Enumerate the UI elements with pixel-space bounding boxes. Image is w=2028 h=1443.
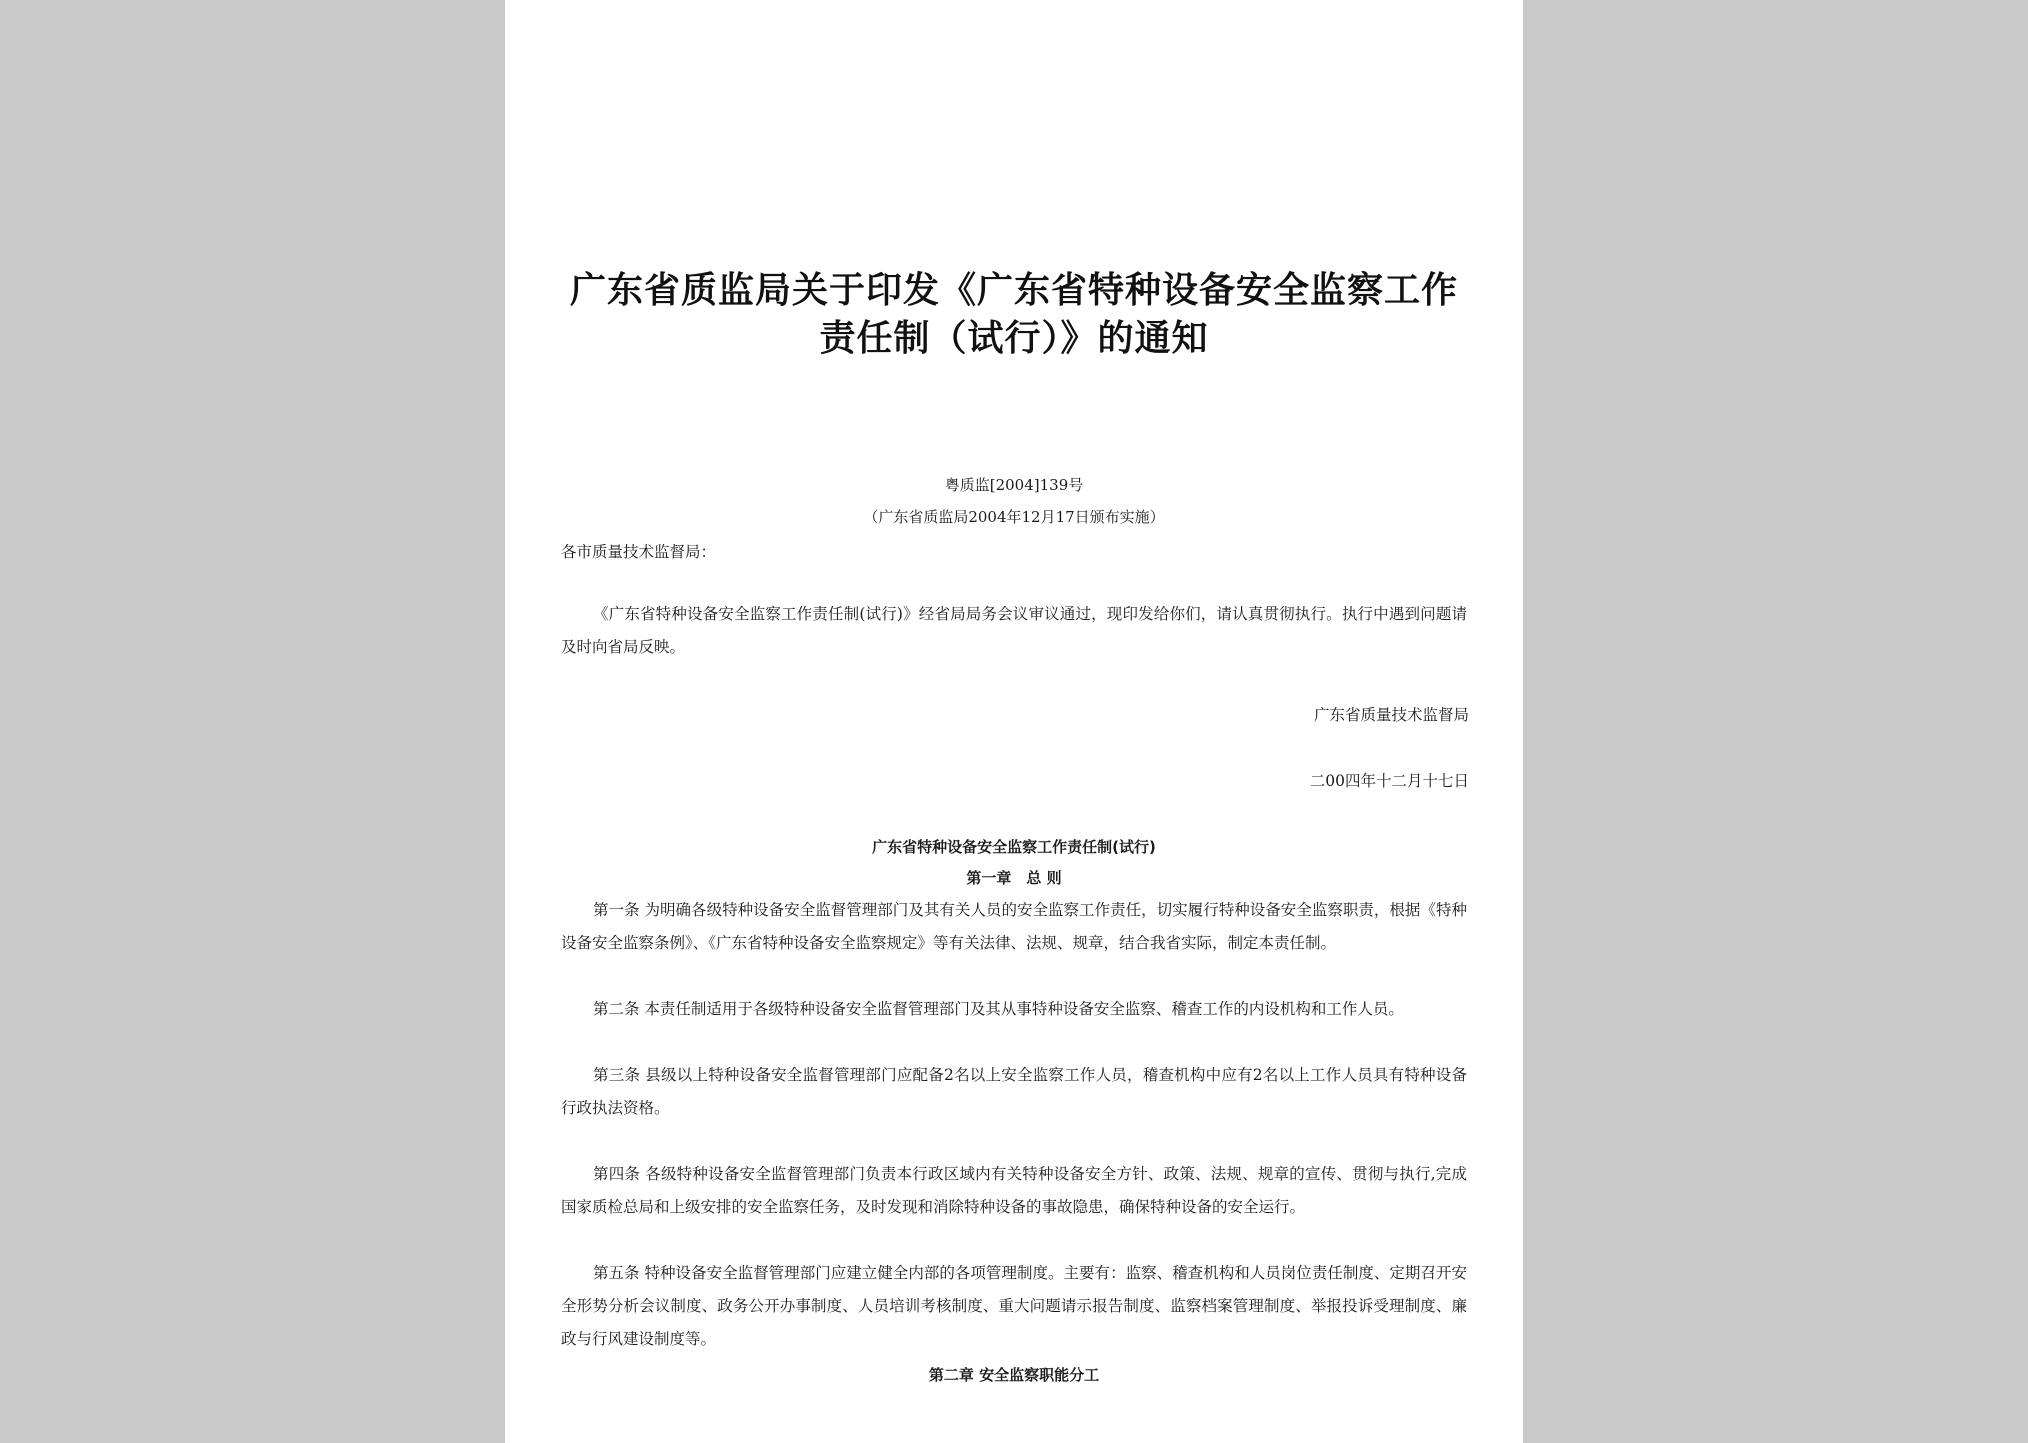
chapter2-heading: 第二章 安全监察职能分工 [928, 1366, 1100, 1384]
signature-org: 广东省质量技术监督局 [1313, 706, 1469, 724]
document-number: 粤质监[2004]139号 [944, 476, 1084, 494]
article-1: 第一条 为明确各级特种设备安全监督管理部门及其有关人员的安全监察工作责任，切实履行特种设备安全监察职责，根据《特种设备安全监察条例》、《广东省特种设备安全监察规定》等有关法律、法规、规章，结合我省实际，制定本责任制。 [561, 901, 1467, 952]
article-3: 第三条 县级以上特种设备安全监督管理部门应配备2名以上安全监察工作人员，稽查机构中应有2名以上工作人员具有特种设备行政执法资格。 [561, 1066, 1467, 1117]
document-title-line1: 广东省质监局关于印发《广东省特种设备安全监察工作 [569, 270, 1458, 311]
article-5: 第五条 特种设备安全监督管理部门应建立健全内部的各项管理制度。主要有：监察、稽查机构和人员岗位责任制度、定期召开安全形势分析会议制度、政务公开办事制度、人员培训考核制度、重大问题请示报告制度、监察档案管理制度、举报投诉受理制度、廉政与行风建设制度等。 [561, 1264, 1467, 1348]
document-page [505, 0, 1523, 1443]
regulation-title: 广东省特种设备安全监察工作责任制(试行) [872, 838, 1156, 856]
chapter1-heading: 第一章 总 则 [966, 869, 1062, 887]
signature-date: 二00四年十二月十七日 [1309, 772, 1469, 790]
document-title-line2: 责任制（试行）》的通知 [819, 318, 1209, 359]
article-4: 第四条 各级特种设备安全监督管理部门负责本行政区域内有关特种设备安全方针、政策、法规、规章的宣传、贯彻与执行,完成国家质检总局和上级安排的安全监察任务，及时发现和消除特种设备的事故隐患，确保特种设备的安全运行。 [561, 1165, 1467, 1216]
issue-note: （广东省质监局2004年12月17日颁布实施） [863, 508, 1165, 526]
addressee: 各市质量技术监督局： [561, 543, 717, 561]
intro-paragraph: 《广东省特种设备安全监察工作责任制(试行)》经省局局务会议审议通过，现印发给你们，请认真贯彻执行。执行中遇到问题请及时向省局反映。 [561, 605, 1467, 656]
article-2: 第二条 本责任制适用于各级特种设备安全监督管理部门及其从事特种设备安全监察、稽查工作的内设机构和工作人员。 [593, 1000, 1404, 1018]
